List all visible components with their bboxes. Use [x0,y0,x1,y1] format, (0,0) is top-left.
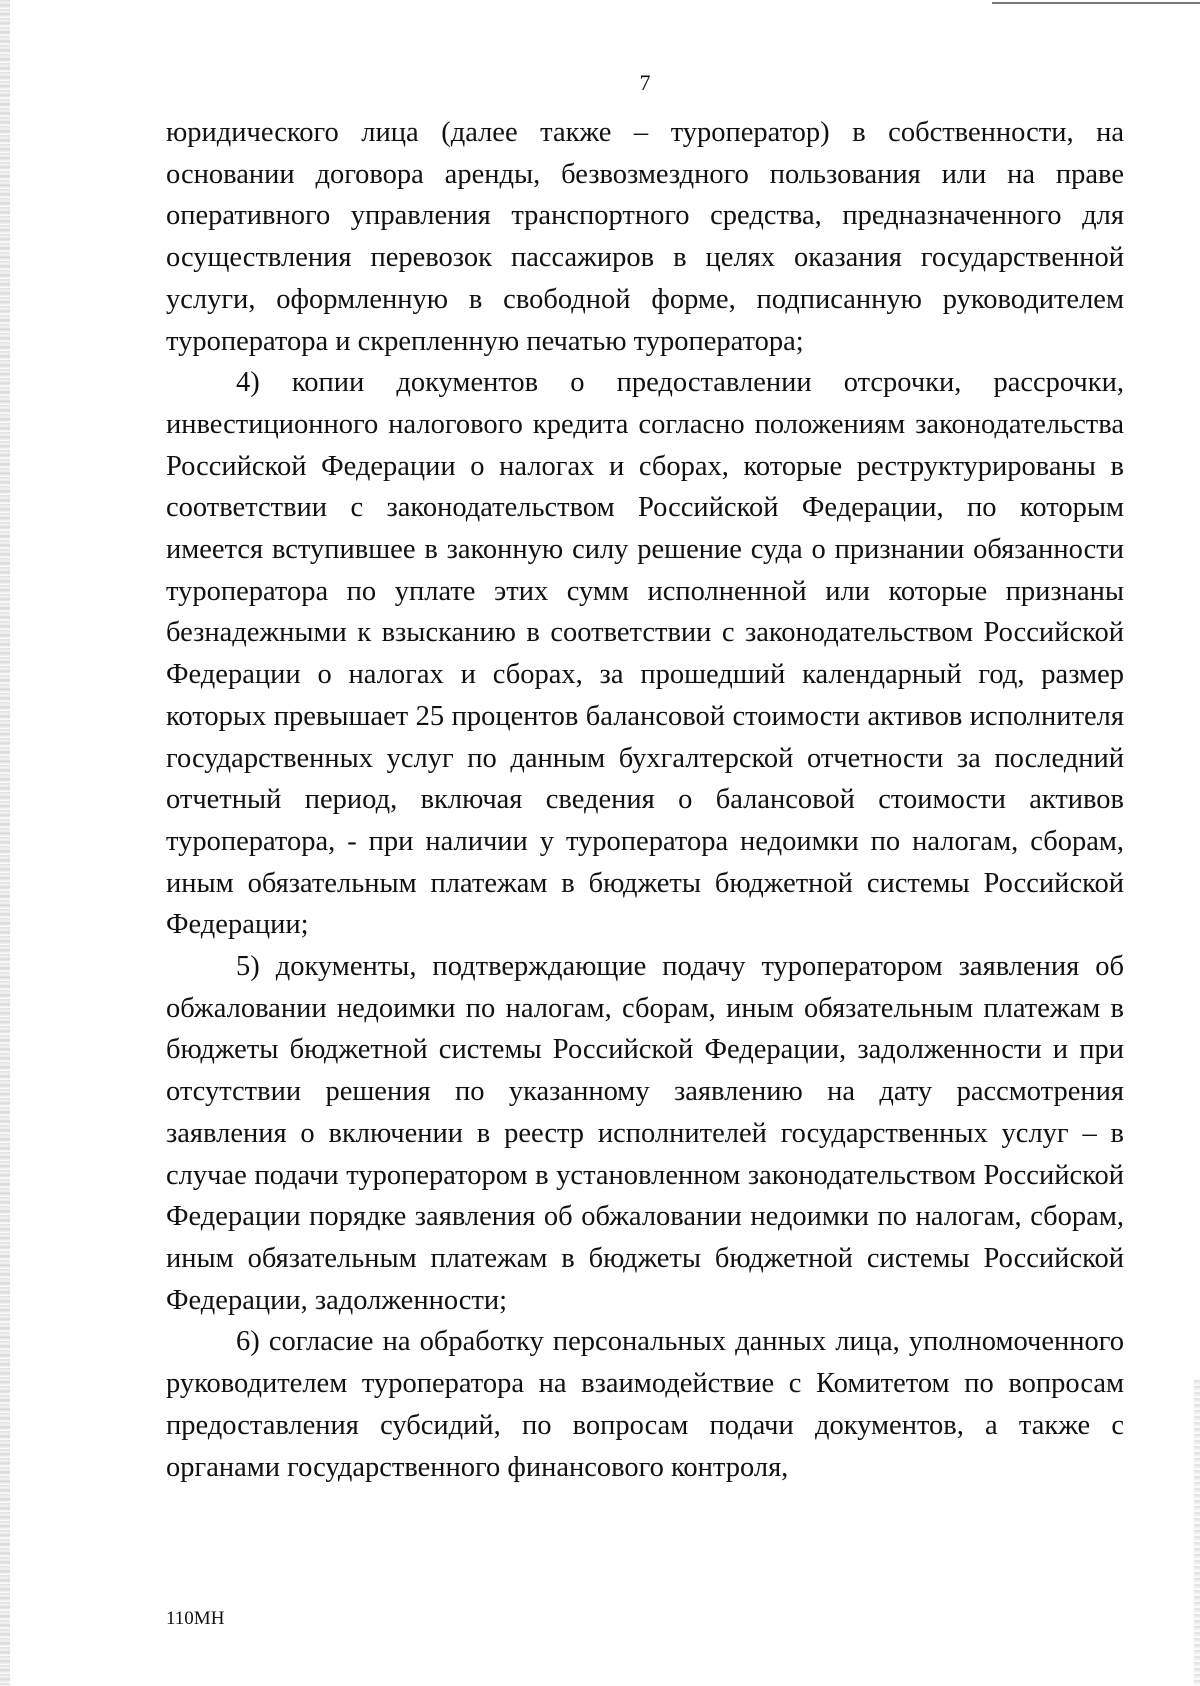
paragraph-continuation: юридического лица (далее также – туроператор) в собственности, на основании договора аренды, безвозмездного пользования или на праве оперативного управления транспортного средства, предназначенного для осуществления перевозок пассажиров в целях оказания государственной услуги, оформленную в свободной форме, подписанную руководителем туроператора и скрепленную печатью туроператора; [166,117,1124,357]
scan-top-line [992,2,1200,4]
document-body [166,112,1124,1488]
paragraph-item-6: 6) согласие на обработку персональных данных лица, уполномоченного руководителем туроператора на взаимодействие с Комитетом по вопросам предоставления субсидий, по вопросам подачи документов, а также с органами государственного финансового контроля, [166,1326,1124,1483]
paragraph-item-4: 4) копии документов о предоставлении отсрочки, рассрочки, инвестиционного налогового кредита согласно положениям законодательства Российской Федерации о налогах и сборах, которые реструктурированы в соответствии с законодательством Российской Федерации, по которым имеется вступившее в законную силу решение суда о признании обязанности туроператора по уплате этих сумм исполненной или которые признаны безнадежными к взысканию в соответствии с законодательством Российской Федерации о налогах и сборах, за прошедший календарный год, размер которых превышает 25 процентов балансовой стоимости активов исполнителя государственных услуг по данным бухгалтерской отчетности за последний отчетный период, включая сведения о балансовой стоимости активов туроператора, - при наличии у туроператора недоимки по налогам, сборам, иным обязательным платежам в бюджеты бюджетной системы Российской Федерации; [166,367,1124,941]
scan-edge-left [0,0,10,1686]
paragraph-item-5: 5) документы, подтверждающие подачу туроператором заявления об обжаловании недоимки по налогам, сборам, иным обязательным платежам в бюджеты бюджетной системы Российской Федерации, задолженности и при отсутствии решения по указанному заявлению на дату рассмотрения заявления о включении в реестр исполнителей государственных услуг – в случае подачи туроператором в установленном законодательством Российской Федерации порядке заявления об обжаловании недоимки по налогам, сборам, иным обязательным платежам в бюджеты бюджетной системы Российской Федерации, задолженности; [166,951,1124,1316]
scan-edge-right [1194,1380,1200,1686]
footer-document-code: 110МН [166,1608,225,1629]
page-number: 7 [639,70,651,95]
